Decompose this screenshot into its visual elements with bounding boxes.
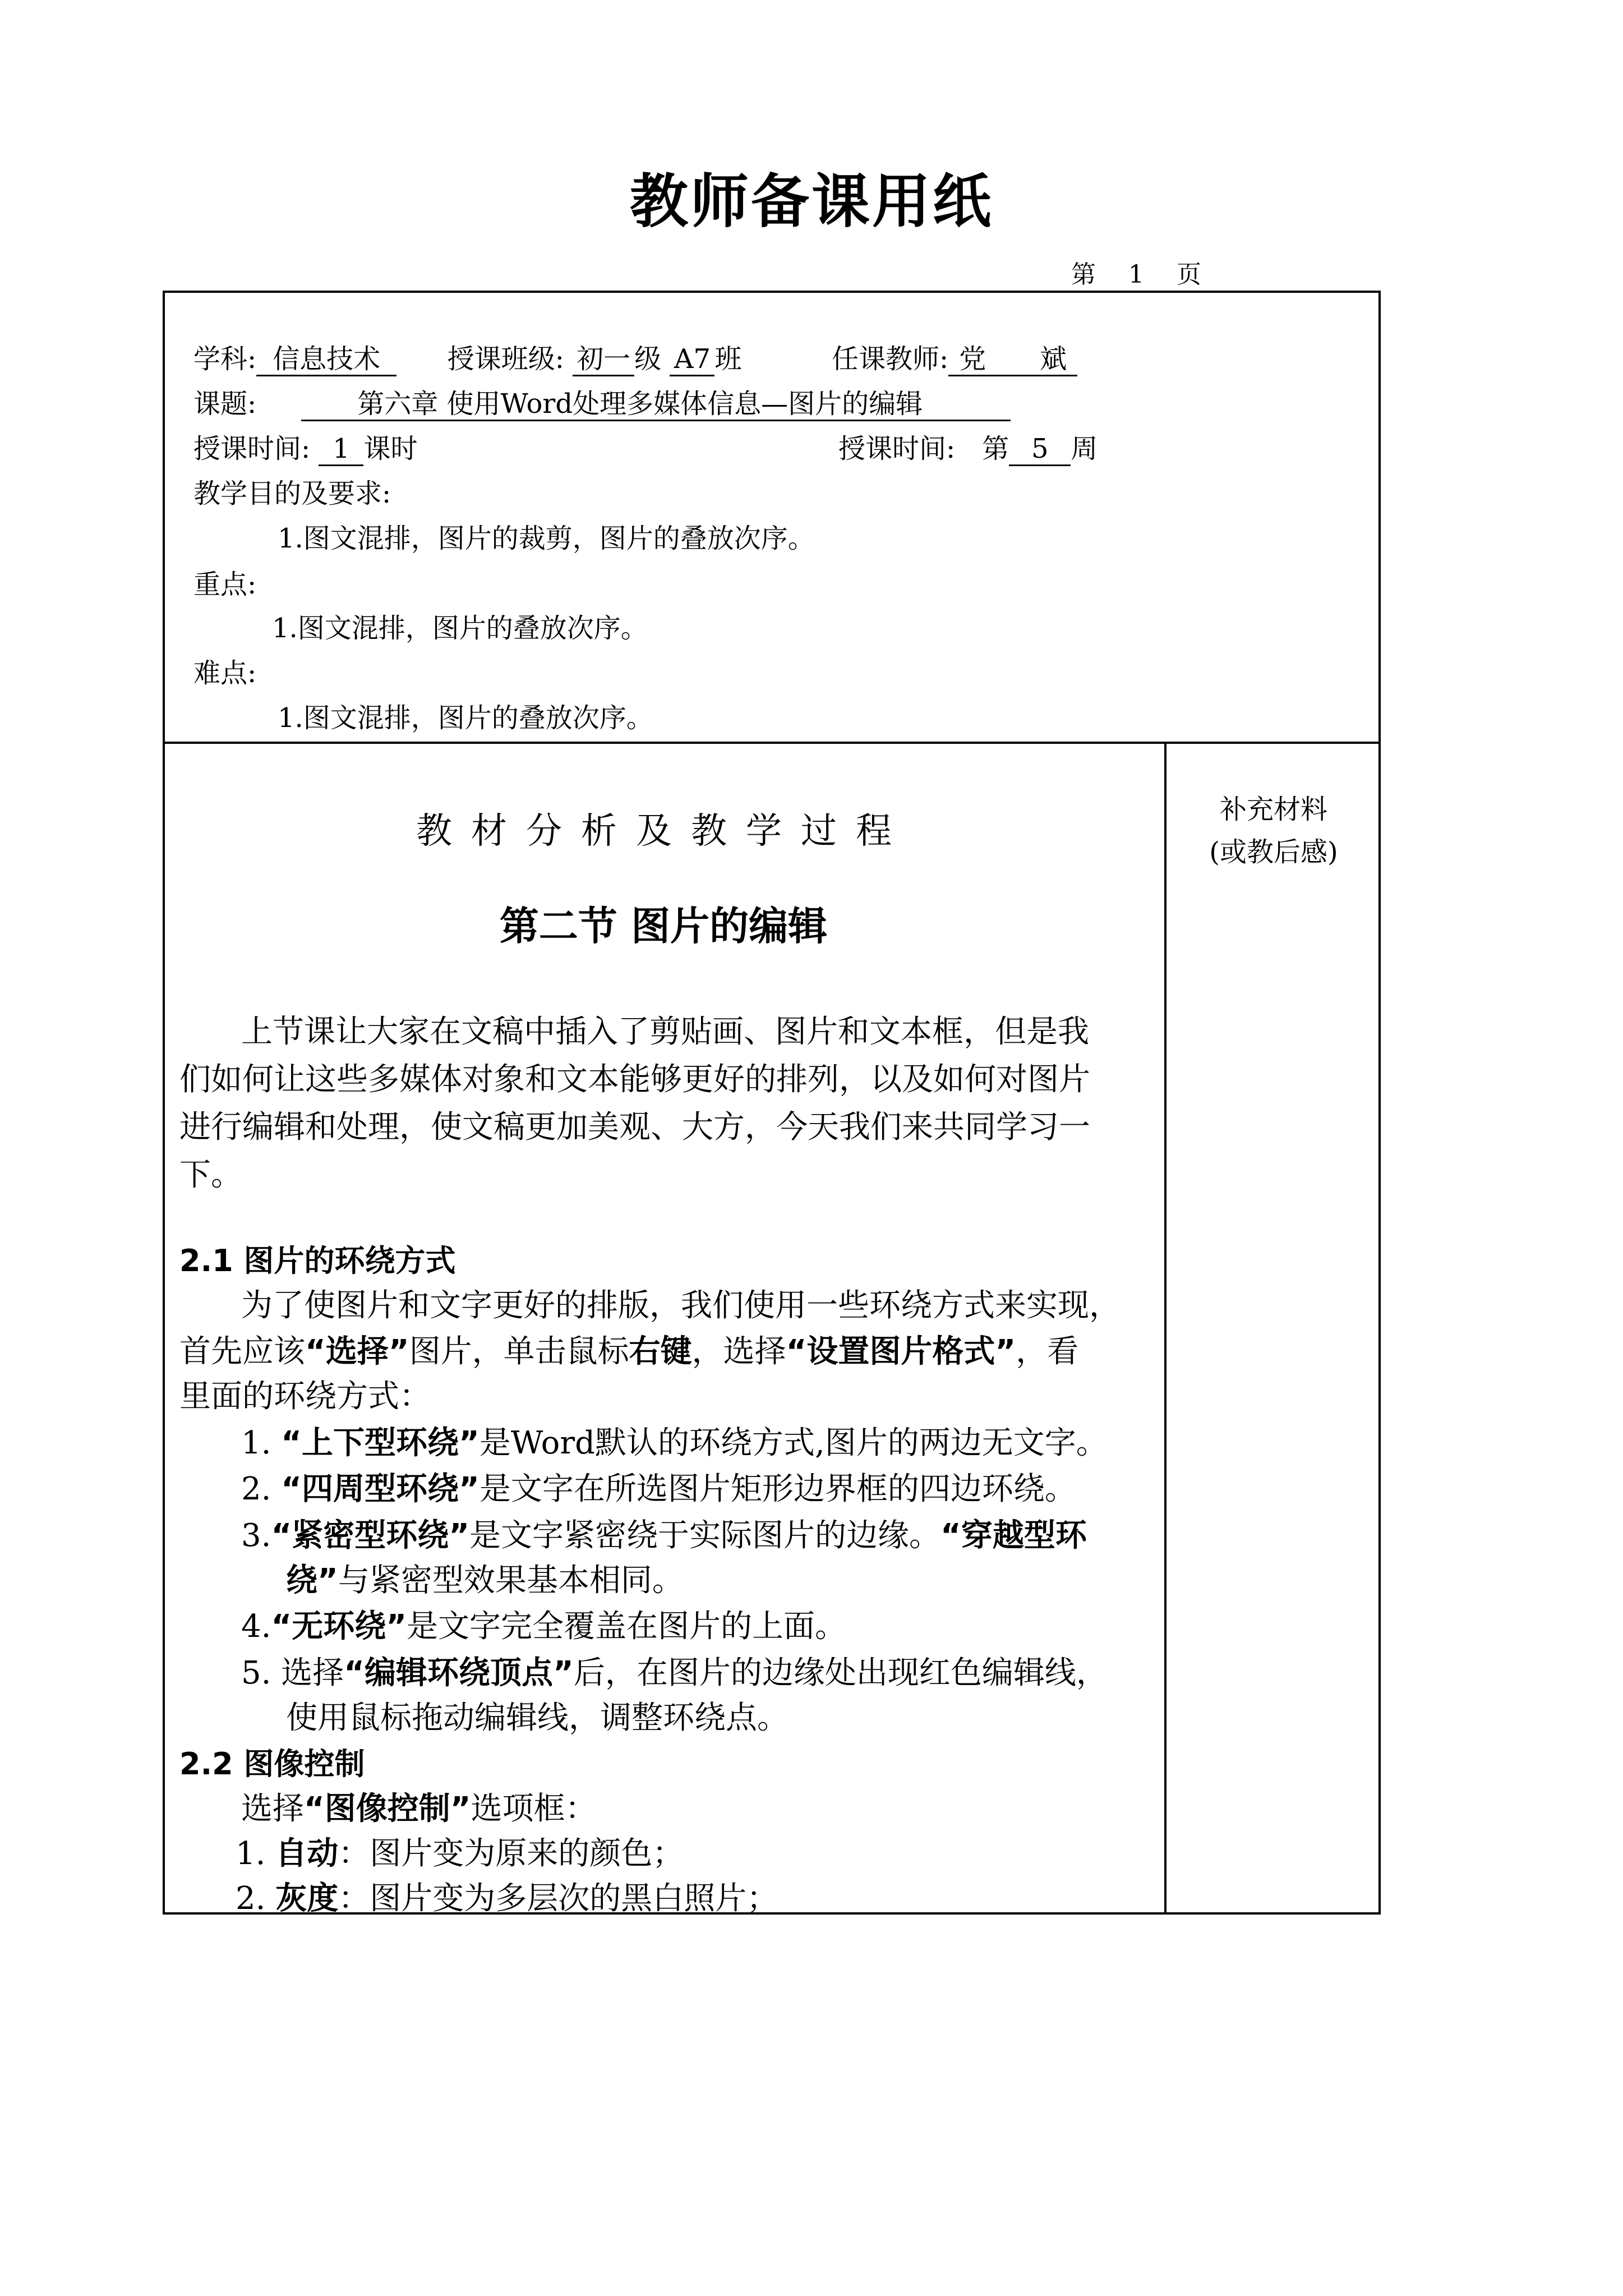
week-value: 5 <box>1009 433 1071 466</box>
intro-line-1: 上节课让大家在文稿中插入了剪贴画、图片和文本框，但是我 <box>241 1014 1089 1050</box>
difficult-label: 难点: <box>193 657 257 689</box>
key-label: 重点: <box>193 569 257 600</box>
hours-row: 授课时间: 1 课时 <box>193 432 417 466</box>
class-grade: 初一 <box>573 343 634 376</box>
list-item: 3.“紧密型环绕”是文字紧密绕于实际图片的边缘。“穿越型环 <box>241 1517 1087 1554</box>
subsection-2-2-title: 2.2 图像控制 <box>179 1746 365 1782</box>
list-item: 4.“无环绕”是文字完全覆盖在图片的上面。 <box>241 1608 847 1645</box>
list-item-continuation: 使用鼠标拖动编辑线，调整环绕点。 <box>286 1700 789 1736</box>
s21-line-2: 首先应该“选择”图片，单击鼠标右键，选择“设置图片格式”，看 <box>179 1333 1079 1370</box>
topic-row: 课题: 第六章 使用Word处理多媒体信息—图片的编辑 <box>193 387 1011 421</box>
list-item: 1. 自动：图片变为原来的颜色； <box>236 1835 684 1872</box>
list-item: 1. “上下型环绕”是Word默认的环绕方式,图片的两边无文字。 <box>241 1425 1108 1461</box>
week-row: 授课时间: 第 5 周 <box>838 432 1098 466</box>
topic-value: 第六章 使用Word处理多媒体信息—图片的编辑 <box>301 388 1011 421</box>
goals-item: 1.图文混排，图片的裁剪，图片的叠放次序。 <box>278 523 815 554</box>
subsection-2-1-title: 2.1 图片的环绕方式 <box>179 1243 456 1278</box>
list-item: 2. 灰度：图片变为多层次的黑白照片； <box>236 1880 778 1917</box>
class-name: A7 <box>670 343 714 376</box>
subject-value: 信息技术 <box>256 343 396 376</box>
page-title: 教师备课用纸 <box>629 167 993 236</box>
s21-line-3: 里面的环绕方式： <box>179 1378 431 1415</box>
teacher-value: 党 斌 <box>948 343 1077 376</box>
section-title: 第二节 图片的编辑 <box>499 903 828 949</box>
intro-line-3: 进行编辑和处理，使文稿更加美观、大方，今天我们来共同学习一 <box>179 1109 1090 1145</box>
s21-line-1: 为了使图片和文字更好的排版，我们使用一些环绕方式来实现， <box>241 1287 1121 1324</box>
intro-line-2: 们如何让这些多媒体对象和文本能够更好的排列，以及如何对图片 <box>179 1061 1090 1098</box>
intro-line-4: 下。 <box>179 1157 242 1193</box>
table-divider <box>163 742 1381 744</box>
list-item-continuation: 绕”与紧密型效果基本相同。 <box>286 1562 684 1599</box>
goals-label: 教学目的及要求: <box>193 478 391 509</box>
section-heading: 教材分析及教学过程 <box>416 811 911 852</box>
difficult-item: 1.图文混排，图片的叠放次序。 <box>278 702 653 734</box>
list-item: 5. 选择“编辑环绕顶点”后，在图片的边缘处出现红色编辑线， <box>241 1655 1108 1691</box>
subject-row: 学科: 信息技术 授课班级: 初一 级 A7 班 任课教师: 党 斌 <box>193 342 1077 376</box>
hours-value: 1 <box>319 433 363 466</box>
side-column-header: 补充材料 (或教后感) <box>1209 794 1338 868</box>
list-item: 2. “四周型环绕”是文字在所选图片矩形边界框的四边环绕。 <box>241 1471 1076 1507</box>
s22-line-1: 选择“图像控制”选项框： <box>241 1791 597 1827</box>
column-divider <box>1164 742 1166 1915</box>
page-number: 第 1 页 <box>1071 260 1201 289</box>
key-item: 1.图文混排，图片的叠放次序。 <box>272 613 648 644</box>
